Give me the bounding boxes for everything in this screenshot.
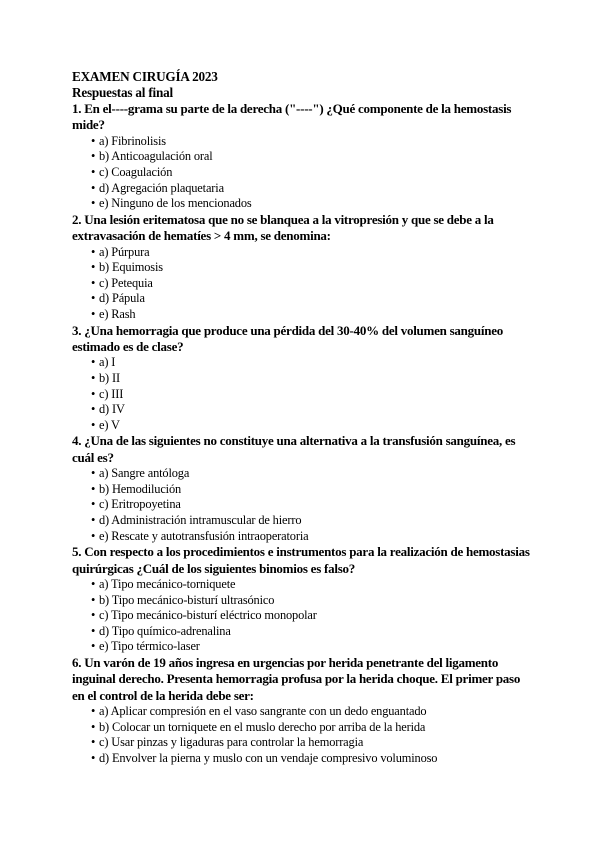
option-item [91, 751, 530, 767]
bullet-icon: • [91, 370, 96, 385]
option-label: a) Aplicar compresión en el vaso sangrante con un dedo enguantado [99, 704, 427, 719]
bullet-icon: • [91, 576, 96, 591]
bullet-icon: • [91, 133, 96, 148]
option-label: c) Eritropoyetina [99, 497, 181, 512]
option-label: a) I [99, 355, 116, 370]
option-item [91, 260, 530, 276]
option-label: a) Púrpura [99, 244, 150, 259]
question-1 [72, 101, 530, 212]
bullet-icon: • [91, 639, 96, 654]
question-2 [72, 212, 530, 323]
option-item [91, 593, 530, 609]
option-item [91, 276, 530, 292]
option-label: e) V [99, 417, 120, 432]
bullet-icon: • [91, 481, 96, 496]
option-label: b) Tipo mecánico-bisturí ultrasónico [99, 592, 275, 607]
option-label: c) III [99, 386, 124, 401]
option-list [72, 355, 530, 433]
option-label: d) Envolver la pierna y muslo con un vendaje compresivo voluminoso [99, 750, 438, 765]
option-label: e) Tipo térmico-laser [99, 639, 200, 654]
option-item [91, 624, 530, 640]
option-label: e) Ninguno de los mencionados [99, 196, 252, 211]
option-label: b) Anticoagulación oral [99, 149, 213, 164]
bullet-icon: • [91, 592, 96, 607]
bullet-icon: • [91, 402, 96, 417]
option-list [72, 704, 530, 766]
option-label: c) Petequia [99, 275, 153, 290]
question-text: 4. ¿Una de las siguientes no constituye una alternativa a la transfusión sanguínea, es cuál es? [72, 433, 516, 465]
option-item [91, 577, 530, 593]
bullet-icon: • [91, 608, 96, 623]
question-6 [72, 655, 530, 767]
question-3 [72, 323, 530, 434]
bullet-icon: • [91, 260, 96, 275]
option-item [91, 513, 530, 529]
option-item [91, 291, 530, 307]
option-item [91, 387, 530, 403]
option-item [91, 355, 530, 371]
option-item [91, 134, 530, 150]
option-label: b) II [99, 370, 120, 385]
option-label: e) Rescate y autotransfusión intraoperatoria [99, 528, 309, 543]
option-label: b) Hemodilución [99, 481, 182, 496]
option-item [91, 307, 530, 323]
bullet-icon: • [91, 291, 96, 306]
bullet-icon: • [91, 275, 96, 290]
option-item [91, 402, 530, 418]
question-text: 5. Con respecto a los procedimientos e instrumentos para la realización de hemostasias quirúrgicas ¿Cuál de los siguientes binomios es falso? [72, 544, 530, 576]
document-subtitle: Respuestas al final [72, 85, 173, 100]
option-list [72, 466, 530, 544]
option-item [91, 418, 530, 434]
document-title: EXAMEN CIRUGÍA 2023 [72, 69, 218, 84]
bullet-icon: • [91, 180, 96, 195]
bullet-icon: • [91, 719, 96, 734]
bullet-icon: • [91, 417, 96, 432]
option-item [91, 704, 530, 720]
bullet-icon: • [91, 750, 96, 765]
option-label: d) Pápula [99, 291, 145, 306]
question-text: 2. Una lesión eritematosa que no se blanquea a la vitropresión y que se debe a la extravasación de hematíes > 4 mm, se denomina: [72, 211, 494, 244]
bullet-icon: • [91, 355, 96, 370]
option-item [91, 529, 530, 545]
question-text: 6. Un varón de 19 años ingresa en urgencias por herida penetrante del ligamento inguinal derecho. Presenta hemorragia profusa por la herida choque. El primer paso en el control de la herida debe ser: [72, 654, 521, 703]
bullet-icon: • [91, 306, 96, 321]
question-4 [72, 433, 530, 544]
option-item [91, 482, 530, 498]
option-label: d) Tipo químico-adrenalina [99, 623, 231, 638]
option-label: c) Coagulación [99, 165, 173, 179]
option-item [91, 371, 530, 387]
bullet-icon: • [91, 196, 96, 211]
option-label: a) Sangre antóloga [99, 466, 190, 481]
option-item [91, 196, 530, 212]
bullet-icon: • [91, 704, 96, 719]
option-item [91, 165, 530, 181]
option-label: d) Administración intramuscular de hierro [99, 512, 302, 527]
option-item [91, 497, 530, 513]
bullet-icon: • [91, 623, 96, 638]
option-label: c) Usar pinzas y ligaduras para controlar la hemorragia [99, 735, 364, 750]
option-item [91, 245, 530, 261]
option-item [91, 735, 530, 751]
option-item [91, 149, 530, 165]
option-label: e) Rash [99, 306, 136, 321]
option-label: d) Agregación plaquetaria [99, 180, 224, 195]
option-item [91, 639, 530, 655]
bullet-icon: • [91, 244, 96, 259]
bullet-icon: • [91, 735, 96, 750]
option-item [91, 608, 530, 624]
option-label: d) IV [99, 402, 125, 417]
option-list [72, 577, 530, 655]
option-label: c) Tipo mecánico-bisturí eléctrico monopolar [99, 608, 317, 623]
option-list [72, 134, 530, 212]
option-label: a) Fibrinolisis [99, 133, 166, 148]
option-label: b) Colocar un torniquete en el muslo derecho por arriba de la herida [99, 719, 426, 734]
option-label: a) Tipo mecánico-torniquete [99, 576, 236, 591]
bullet-icon: • [91, 165, 96, 179]
option-item [91, 466, 530, 482]
bullet-icon: • [91, 497, 96, 512]
option-item [91, 181, 530, 197]
question-text: 3. ¿Una hemorragia que produce una pérdida del 30-40% del volumen sanguíneo estimado es de clase? [72, 322, 504, 354]
bullet-icon: • [91, 512, 96, 527]
bullet-icon: • [91, 528, 96, 543]
option-item [91, 720, 530, 736]
question-5 [72, 544, 530, 655]
bullet-icon: • [91, 386, 96, 401]
bullet-icon: • [91, 466, 96, 481]
question-text: 1. En el----grama su parte de la derecha ("----") ¿Qué componente de la hemostasis mide? [72, 101, 512, 133]
bullet-icon: • [91, 149, 96, 164]
option-list [72, 245, 530, 323]
option-label: b) Equimosis [99, 260, 163, 275]
